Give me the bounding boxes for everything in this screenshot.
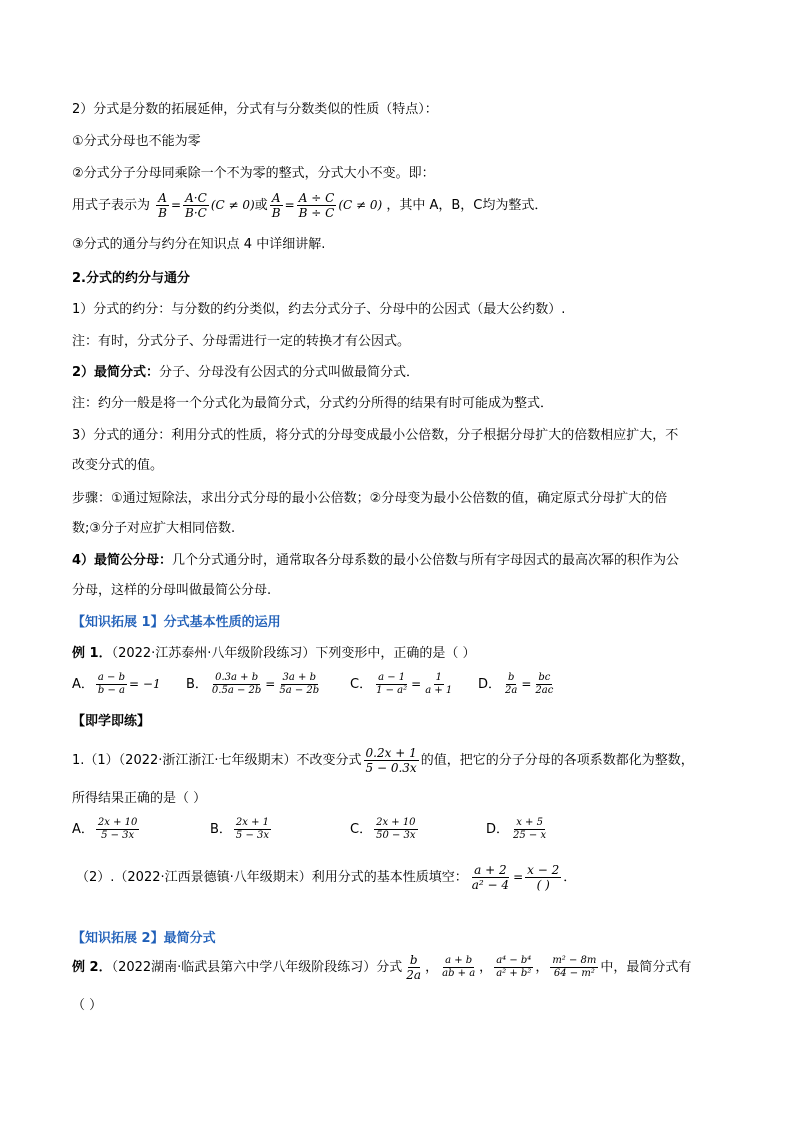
steps: 步骤：①通过短除法，求出分式分母的最小公倍数；②分母变为最小公倍数的值，确定原式分母扩大的倍 (72, 491, 668, 506)
steps-cont: 数;③分子对应扩大相同倍数. (72, 521, 236, 536)
practice-option-d: D． $\frac{x + 5}{25 - x}$ (486, 817, 547, 841)
common-denominator-definition: 3）分式的通分：利用分式的性质，将分式的分母变成最小公倍数，分子根据分母扩大的倍数相应扩大，不 (72, 428, 679, 443)
practice-question-1: 1.（1）（2022·浙江浙江·七年级期末）不改变分式 $\frac{0.2x + 1}{5 - 0.3x}$ 的值，把它的分子分母的各项系数都化为整数， (72, 746, 694, 775)
fraction: $\frac{A \div C}{B \div C}$ (298, 191, 335, 220)
example-2: 例 2．（2022湖南·临武县第六中学八年级阶段练习）分式 $\frac{b}{2a}$ ， $\frac{a + b}{ab + a}$ ， $\frac{\text{a⁴ − b⁴}}{\text{a² + b²}}$ ， $\frac{\text{m² − 8m}}{\text{64 − m²}}$ 中，最简分式有 (72, 953, 692, 982)
example-2-cont: （ ） (72, 998, 103, 1013)
practice-title: 【即学即练】 (72, 714, 151, 729)
practice-option-a: A． $\frac{2x + 10}{5 - 3x}$ (72, 817, 138, 841)
reduction-definition: 1）分式的约分：与分数的约分类似，约去分式分子、分母中的公因式（最大公约数）. (72, 302, 566, 317)
section-title: 2.分式的约分与通分 (72, 271, 190, 286)
fraction: $\frac{A\cdot C}{B\cdot C}$ (185, 191, 207, 220)
lcd-definition-cont: 分母，这样的分母叫做最简公分母. (72, 583, 272, 598)
note-1: 注：有时，分式分子、分母需进行一定的转换才有公因式。 (72, 334, 411, 349)
practice-option-c: C． $\frac{2x + 10}{50 - 3x}$ (350, 817, 416, 841)
formula-suffix: ，其中 A，B，C均为整式． (386, 198, 548, 213)
condition: (C ≠ 0) (210, 198, 255, 212)
extension-title-2: 【知识拓展 2】最简分式 (72, 931, 216, 946)
fraction: $\frac{A}{B}$ (158, 191, 167, 220)
or-word: 或 (254, 198, 268, 213)
property-heading: 2）分式是分数的拓展延伸，分式有与分数类似的性质（特点）： (72, 102, 438, 117)
condition: (C ≠ 0) (338, 198, 383, 212)
example-1: 例 1．（2022·江苏泰州·八年级阶段练习）下列变形中，正确的是（ ） (72, 646, 476, 661)
practice-option-b: B． $\frac{2x + 1}{5 - 3x}$ (210, 817, 270, 841)
practice-question-1-cont: 所得结果正确的是（ ） (72, 791, 207, 806)
fraction: $\frac{A}{B}$ (271, 191, 281, 220)
formula-line: 用式子表示为 $\frac{A}{B}$ = $\frac{A\cdot C}{B\cdot C}$ (C ≠ 0)或 $\frac{A}{B}$ = $\frac{A \div C}{B \div C}$ (C ≠ 0) ，其中 A，B，C均为整式． (72, 191, 548, 220)
example-1-option-d: D． $\frac{b}{2a}$ = $\frac{bc}{2ac}$ (478, 672, 554, 696)
example-1-option-c: C． $\frac{a - 1}{\text{1 − a²}}$ = $\frac{1}{a + 1}$ (350, 672, 453, 696)
property-item-3: ③分式的通分与约分在知识点 4 中详细讲解. (72, 237, 326, 252)
note-2: 注：约分一般是将一个分式化为最简分式，分式约分所得的结果有时可能成为整式． (72, 396, 554, 411)
simplest-fraction-definition: 2）最简分式：分子、分母没有公因式的分式叫做最简分式． (72, 365, 420, 380)
lcd-definition: 4）最简公分母：几个分式通分时，通常取各分母系数的最小公倍数与所有字母因式的最高次幂的积作为公 (72, 553, 680, 568)
example-1-option-a: A． $\frac{a - b}{b - a}$ = −1 (72, 672, 161, 696)
formula-prefix: 用式子表示为 (72, 198, 151, 213)
property-item-1: ①分式分母也不能为零 (72, 134, 201, 149)
property-item-2: ②分式分子分母同乘除一个不为零的整式，分式大小不变。即： (72, 166, 435, 181)
practice-question-2: （2）.（2022·江西景德镇·八年级期末）利用分式的基本性质填空： $\frac{a + 2}{\text{a² − 4}}$ = $\frac{x - 2}{( )}$ ． (76, 863, 577, 892)
example-1-option-b: B． $\frac{0.3a + b}{0.5a - 2b}$ = $\frac{3a + b}{5a - 2b}$ (186, 672, 320, 696)
extension-title-1: 【知识拓展 1】分式基本性质的运用 (72, 615, 281, 630)
common-denominator-definition-cont: 改变分式的值。 (72, 458, 164, 473)
